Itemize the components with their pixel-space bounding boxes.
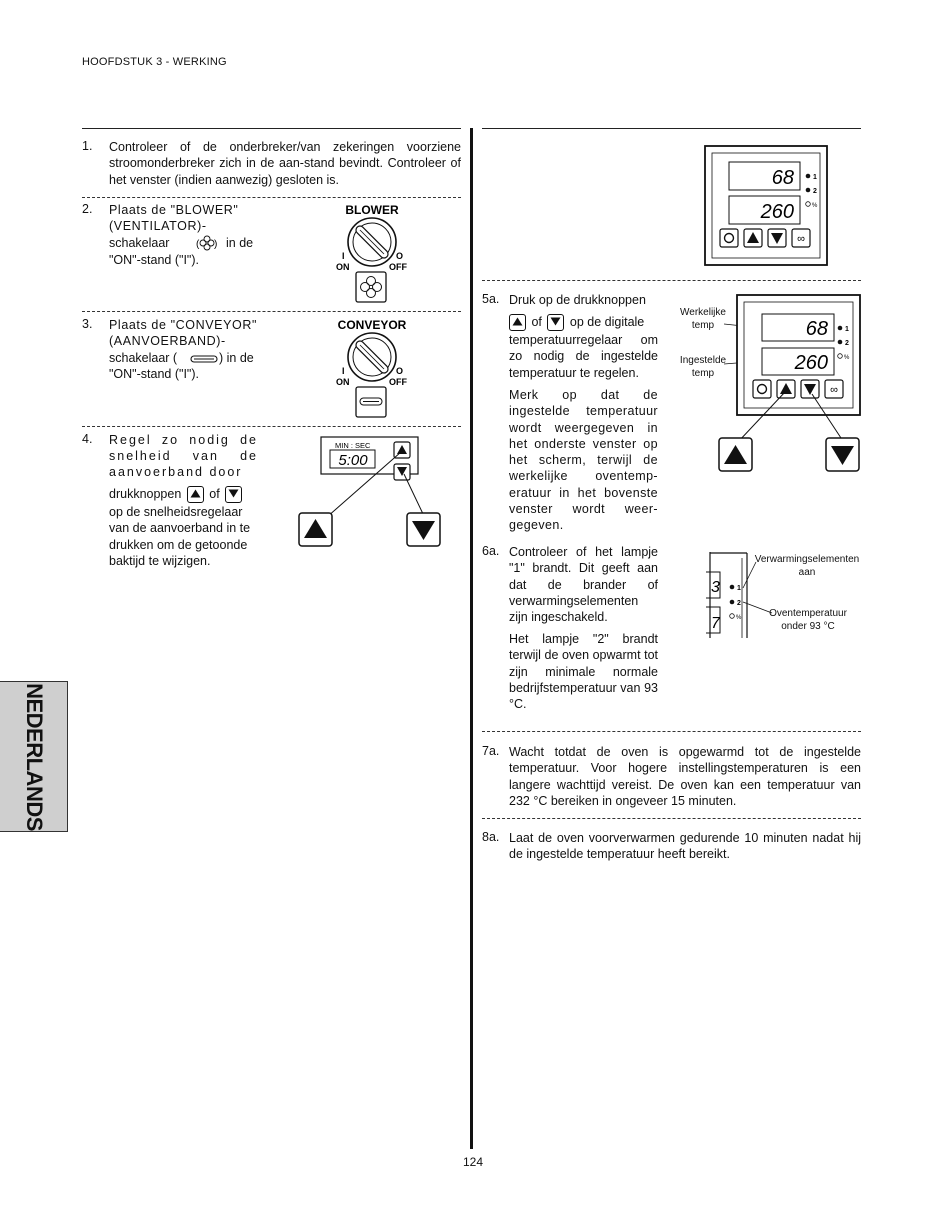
divider [82,197,461,198]
divider [482,818,861,819]
step-5a-line2-end: op de digitale [569,315,645,329]
step-5a-line2 [509,314,659,331]
oven-temperature-label: Oventemperatuur onder 93 °C [769,608,847,632]
step-2-line3: "ON"-stand ("I"). [109,253,199,267]
step-2-line2-start: schakelaar [109,236,170,250]
svg-text:260: 260 [794,352,828,374]
svg-text:O: O [396,251,404,261]
divider [82,311,461,312]
svg-text:%: % [736,615,742,621]
step-3-line2-end: ) in de [219,351,254,365]
svg-text:%: % [844,355,850,361]
svg-text:1: 1 [845,326,849,333]
up-arrow-icon [187,486,204,503]
svg-text:I: I [342,251,345,261]
temperature-controller-detail [710,294,862,474]
actual-temp-label: Werkelijke temp [680,307,726,331]
svg-text:3: 3 [711,579,720,596]
down-arrow-icon [225,486,242,503]
step-6a-para2: Het lampje "2" brandt terwijl de oven opwarmt tot zijn minimale normale bedrijfstemperatuur van 93 °C. [509,632,658,712]
step-4-text3: op de snelheidsregelaar van de aanvoerband in te drukken om de getoonde baktijd te wijzigen. [109,505,251,568]
svg-text:1: 1 [737,585,741,592]
step-4-number: 4. [82,432,93,446]
svg-text:ON: ON [336,377,350,387]
svg-text:%: % [812,203,818,209]
svg-text:I: I [342,366,345,376]
temperature-controller [704,145,829,266]
step-8a-text: Laat de oven voorverwarmen gedurende 10 minuten nadat hij de ingestelde temperatuur heeft bereikt. [509,831,861,862]
step-3-line1: Plaats de "CONVEYOR" (AANVOERBAND)- [109,318,258,349]
step-5a-or: of [531,315,542,329]
step-5a-line1: Druk op de drukknoppen [509,293,646,307]
step-7a-text: Wacht totdat de oven is opgewarmd tot de ingestelde temperatuur. Voor hogere instellingstemperaturen is een langere wachttijd vereist. De oven kan een temperatuur van 232 °C bereiken in ongeveer 15 minuten. [509,745,861,808]
step-5a-para2: Merk op dat de ingestelde temperatuur wordt weergegeven in het onderste venster op het scherm, terwijl de werkelijke oventemp-eratuur in het bovenste venster wordt weer-gegeven. [509,388,658,533]
svg-text:CONVEYOR: CONVEYOR [337,318,407,332]
svg-text:68: 68 [771,167,794,189]
step-8a-number: 8a. [482,830,500,844]
step-5a-rest: temperatuurregelaar om zo nodig de ingestelde temperatuur te regelen. [509,333,658,380]
fan-icon [196,235,218,256]
svg-text:OFF: OFF [389,262,407,272]
step-2-number: 2. [82,202,93,216]
svg-text:2: 2 [737,600,741,607]
step-2-line1: Plaats de "BLOWER" (VENTILATOR)- [109,203,239,234]
language-tab-label: NEDERLANDS [21,682,47,831]
svg-text:∞: ∞ [830,384,838,396]
heating-elements-label: Verwarmingselementen aan [754,554,860,578]
step-4-text1: Regel zo nodig de snelheid van de aanvoerband door [109,433,258,480]
divider [82,426,461,427]
step-1-text: Controleer of de onderbreker/van zekeringen voorziene stroomonderbreker zich in de aan-stand bevindt. Controleer of het venster (indien aanwezig) gesloten is. [109,140,461,187]
svg-text:MIN : SEC: MIN : SEC [335,441,371,450]
left-top-rule [82,128,461,129]
up-arrow-icon [509,314,526,331]
column-divider [470,128,473,1149]
page-number: 124 [463,1155,484,1169]
svg-text:): ) [214,239,218,250]
svg-text:O: O [396,366,404,376]
right-top-rule [482,128,861,129]
conveyor-switch [330,315,420,420]
step-4-line2 [109,486,244,503]
blower-switch-title: BLOWER [345,203,399,217]
svg-text:ON: ON [336,262,350,272]
svg-text:68: 68 [805,318,828,340]
svg-text:260: 260 [760,201,794,223]
step-1-number: 1. [82,139,93,153]
step-4-text2a: drukknoppen [109,487,182,501]
chapter-header: HOOFDSTUK 3 - WERKING [82,56,227,68]
svg-text:1: 1 [813,174,817,181]
down-arrow-icon [547,314,564,331]
conveyor-timer [297,434,442,550]
svg-text:OFF: OFF [389,377,407,387]
divider [482,280,861,281]
divider [482,731,861,732]
set-temp-label: Ingestelde temp [679,355,727,379]
svg-text:∞: ∞ [797,233,805,245]
svg-text:2: 2 [845,340,849,347]
svg-text:2: 2 [813,188,817,195]
blower-switch [330,200,420,305]
step-6a-para1: Controleer of het lampje "1" brandt. Dit geeft aan dat de brander of verwarmingselementen zijn ingeschakeld. [509,545,658,625]
step-3-line3: "ON"-stand ("I"). [109,367,199,381]
step-7a-number: 7a. [482,744,500,758]
step-6a-number: 6a. [482,544,500,558]
svg-text:7: 7 [711,615,720,632]
step-4-text2b: of [209,487,220,501]
step-2-line2-end: in de [226,236,254,250]
step-3-line2-start: schakelaar ( [109,351,178,365]
step-5a-number: 5a. [482,292,500,306]
step-3-number: 3. [82,317,93,331]
svg-text:5:00: 5:00 [338,452,368,469]
language-tab [0,681,68,832]
svg-text:(: ( [196,239,200,250]
